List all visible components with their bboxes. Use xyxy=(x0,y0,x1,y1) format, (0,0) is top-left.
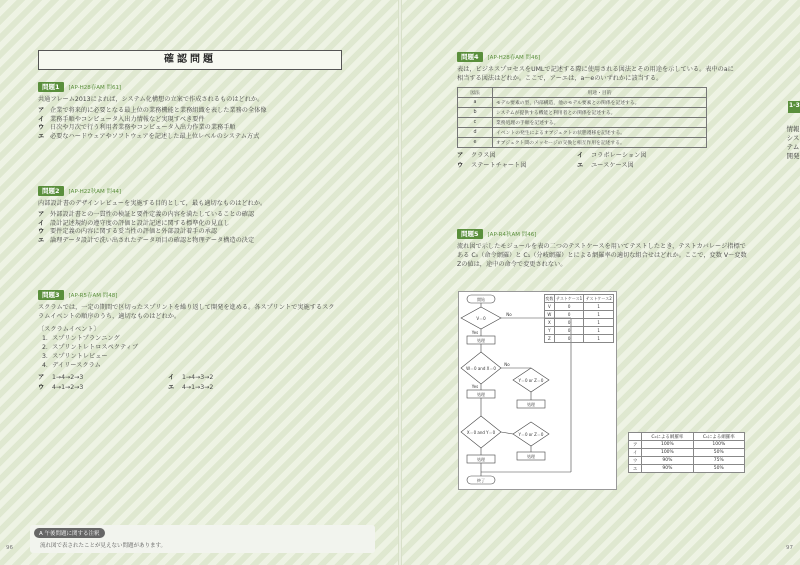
flow-proc: 処理 xyxy=(527,454,535,459)
question-source: [AP-R5春AM 問48] xyxy=(68,293,118,299)
event-item: 3．スプリントレビュー xyxy=(42,353,108,360)
scrum-events xyxy=(38,325,338,370)
choice[interactable]: ア 企業で将来的に必要となる最上位の業務機能と業務組織を表した業務の全体像 xyxy=(38,107,267,114)
events-title: 〔スクラムイベント〕 xyxy=(38,326,100,333)
chapter-number: 1-3 xyxy=(789,102,800,109)
question-stem: 流れ図で示したモジュールを表の二つのテストケースを用いてテストしたとき，テストカバレージ指標である C₀（命令網羅）と C₁（分岐網羅）とによる網羅率の適切な組合せはどれか。ここで，変数 V〜変数Zの値は，途中の命令で変更されない。 xyxy=(457,243,747,268)
table-row: W 0 1 xyxy=(545,311,614,319)
tip-label: A 午後問題に関する注釈 xyxy=(34,528,105,538)
table-row: b システムが提供する機能と利用者との関係を記述する。 xyxy=(458,108,707,118)
choice[interactable]: イ コラボレーション図 xyxy=(577,152,647,159)
table-row: X 0 1 xyxy=(545,319,614,327)
choice[interactable]: エ 必要なハードウェアやソフトウェアを記述した最上位レベルのシステム方式 xyxy=(38,132,260,140)
question-source: [AP-H22秋AM 問44] xyxy=(68,189,122,195)
table-row: V 0 1 xyxy=(545,303,614,311)
flow-cond: W＝0 and X＝0 xyxy=(466,366,496,371)
question-source: [AP-R4秋AM 問46] xyxy=(487,232,537,238)
choice[interactable]: ア 外部設計書との一貫性の検証と要件定義の内容を満たしていることの確認 xyxy=(38,211,255,218)
table-row: e オブジェクト間のメッセージの交換と相互作用を記述する。 xyxy=(458,138,707,148)
table-row: イ 100% 50% xyxy=(629,449,745,457)
flow-proc: 処理 xyxy=(477,338,485,343)
table-row: c 業務処理の手順を記述する。 xyxy=(458,118,707,128)
uml-table: 図法 用途・目的 a モデル要素の型，内部構造，他のモデル要素との関係を記述する。 b システムが提供する機能と利用者との関係を記述する。 c 業務処理の手順を記述する。 d イベントの発生によるオブジェクトの状態遷移を記述する。 e オブジェクト間のメッセージの交換と相互作用を記述する。 xyxy=(457,87,707,148)
choice[interactable]: ウ 4→1→2→3 xyxy=(38,383,84,391)
question-badge: 問題2 xyxy=(38,186,64,196)
testcase-table-wrap xyxy=(544,294,614,343)
question-badge: 問題3 xyxy=(38,290,64,300)
flow-end: 終了 xyxy=(477,478,485,483)
question-source: [AP-H28春AM 問61] xyxy=(68,85,122,91)
choice[interactable]: ウ ステートチャート図 xyxy=(457,161,527,169)
question-stem: スクラムでは，一定の期間で区切ったスプリントを繰り返して開発を進める。各スプリントで実施するスクラムイベントの順序のうち，適切なものはどれか。 xyxy=(38,304,335,320)
coverage-table: C₀による網羅率 C₁による網羅率 ア 100% 100% イ 100% 50% ウ 90% 75% エ 90% 50% xyxy=(628,432,745,473)
question-badge: 問題4 xyxy=(457,52,483,62)
event-item: 4．デイリースクラム xyxy=(42,362,101,369)
choice[interactable]: イ 1→4→3→2 xyxy=(168,374,214,381)
flow-cond: Y＝0 or Z＝0 xyxy=(518,378,544,383)
choices xyxy=(457,152,739,170)
table-row: ウ 90% 75% xyxy=(629,457,745,465)
question-5 xyxy=(457,229,747,269)
flow-yes: Yes xyxy=(471,330,479,335)
flow-proc: 処理 xyxy=(527,402,535,407)
page-number-right: 97 xyxy=(786,545,793,551)
flowchart xyxy=(458,291,617,490)
tip-text: 流れ図で表されたことが見えない問題があります。 xyxy=(40,543,167,549)
chapter-label: 情報システム開発 xyxy=(786,125,800,160)
choice[interactable]: エ 4→1→3→2 xyxy=(168,383,214,391)
table-row: エ 90% 50% xyxy=(629,465,745,473)
testcase-table: 変数 テストケース1 テストケース2 V 0 1 W 0 1 X 0 1 Y 0 1 Z 0 1 xyxy=(545,295,612,341)
question-4 xyxy=(457,52,739,170)
question-source: [AP-H28春AM 問46] xyxy=(487,55,541,61)
question-2 xyxy=(38,186,338,245)
choice[interactable]: ウ 要件定義の内容に関する妥当性の評価と外部設計着手の承認 xyxy=(38,228,218,235)
flow-start: 開始 xyxy=(477,297,485,302)
flow-proc: 処理 xyxy=(477,457,485,462)
section-title: 確認問題 xyxy=(38,50,342,70)
page-number-left: 96 xyxy=(6,545,13,551)
flow-no: No xyxy=(504,362,510,367)
question-badge: 問題5 xyxy=(457,229,483,239)
choice[interactable]: ア クラス図 xyxy=(457,152,496,159)
choices xyxy=(38,211,338,245)
question-stem: 内部設計書のデザインレビューを実施する目的として，最も適切なものはどれか。 xyxy=(38,200,267,207)
table-row: Y 0 1 xyxy=(545,327,614,335)
choices xyxy=(38,107,338,141)
choice[interactable]: ア 1→4→2→3 xyxy=(38,374,84,381)
question-stem: 共通フレーム2013によれば，システム化構想の立案で作成されるものはどれか。 xyxy=(38,96,264,103)
tip-box xyxy=(30,525,375,553)
flow-cond: Y＝0 or Z＝0 xyxy=(518,432,544,437)
flow-cond: X＝0 and Y＝0 xyxy=(466,430,496,435)
question-badge: 問題1 xyxy=(38,82,64,92)
table-row: a モデル要素の型，内部構造，他のモデル要素との関係を記述する。 xyxy=(458,98,707,108)
choice[interactable]: ウ 日次や月次で行う利用者業務やコンピュータ入出力作業の業務手順 xyxy=(38,124,236,131)
choice[interactable]: エ 論理データ設計で洗い出されたデータ項目の確認と物理データ構造の決定 xyxy=(38,236,255,244)
event-item: 1．スプリントプランニング xyxy=(42,335,120,342)
question-stem: 表は，ビジネスプロセスをUMLで記述する際に使用される図法とその用途を示している。表中のaに相当する図法はどれか。ここで，アーエは，a〜eのいずれかに該当する。 xyxy=(457,66,734,82)
question-3 xyxy=(38,290,338,392)
question-1 xyxy=(38,82,338,141)
table-row: ア 100% 100% xyxy=(629,441,745,449)
table-row: Z 0 1 xyxy=(545,335,614,343)
flow-yes: Yes xyxy=(471,384,479,389)
flow-no: No xyxy=(506,312,512,317)
table-row: d イベントの発生によるオブジェクトの状態遷移を記述する。 xyxy=(458,128,707,138)
choice[interactable]: イ 設計記述規約の遵守度の評価と設計記述に関する標準化の見直し xyxy=(38,219,230,227)
flow-proc: 処理 xyxy=(477,392,485,397)
choice[interactable]: イ 業務手順やコンピュータ入出力情報など実現すべき要件 xyxy=(38,115,205,123)
choices xyxy=(38,374,338,392)
choice[interactable]: エ ユースケース図 xyxy=(577,161,634,169)
event-item: 2．スプリントレトロスペクティブ xyxy=(42,344,139,351)
flow-cond: V＝0 xyxy=(476,316,486,321)
